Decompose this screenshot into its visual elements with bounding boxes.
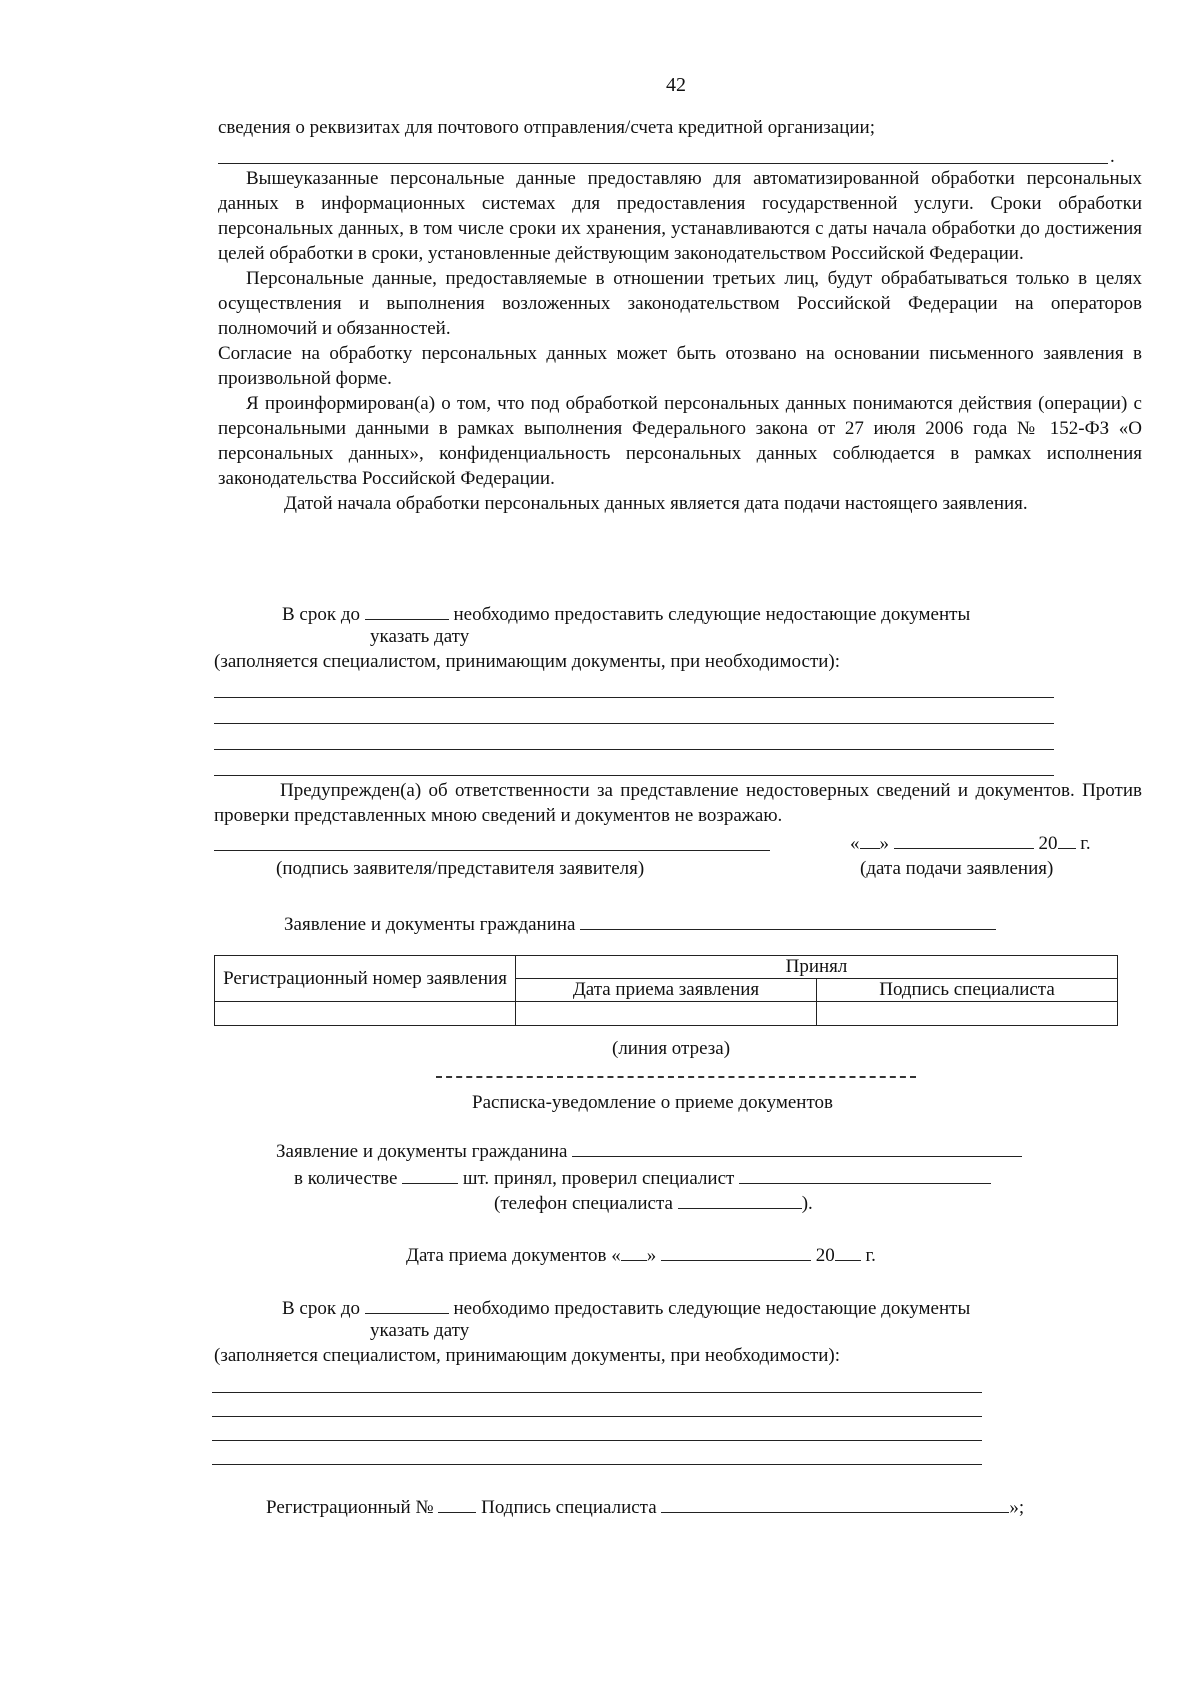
signature-caption: (подпись заявителя/представителя заявителя)	[276, 858, 645, 879]
requisites-end: .	[1110, 146, 1115, 167]
specialist-sig-field[interactable]	[661, 1494, 1009, 1513]
citizen-docs-label: Заявление и документы гражданина	[284, 914, 576, 935]
missing-docs-line-1[interactable]	[214, 697, 1054, 698]
citizen-docs	[284, 911, 996, 936]
quantity-suffix: шт. принял, проверил специалист	[462, 1168, 735, 1189]
receipt-deadline-line	[282, 1295, 970, 1320]
deadline-hint: указать дату	[370, 626, 470, 647]
reg-no-field[interactable]	[438, 1494, 476, 1513]
applicant-signature-line[interactable]	[214, 850, 770, 851]
missing-docs-line-3[interactable]	[214, 749, 1054, 750]
missing-docs-line-4[interactable]	[214, 775, 1054, 776]
reg-number-header: Регистрационный номер заявления	[215, 956, 516, 1002]
receipt-docs	[276, 1138, 1022, 1163]
receipt-missing-line-1[interactable]	[212, 1392, 982, 1393]
consent-text	[218, 166, 1142, 516]
receipt-deadline-suffix: необходимо предоставить следующие недостающие документы	[453, 1298, 971, 1319]
cut-line	[436, 1076, 916, 1078]
receipt-deadline-hint: указать дату	[370, 1320, 470, 1341]
submission-year-field[interactable]	[1058, 830, 1076, 849]
paragraph-start-date: Датой начала обработки персональных данных является дата подачи настоящего заявления.	[284, 493, 1028, 514]
closing-quote: »;	[1009, 1497, 1025, 1518]
receipt-year-suffix: г.	[865, 1245, 876, 1266]
phone-suffix: ).	[801, 1193, 813, 1214]
deadline-suffix: необходимо предоставить следующие недостающие документы	[453, 604, 971, 625]
receipt-phone	[494, 1190, 813, 1215]
quantity-prefix: в количестве	[294, 1168, 398, 1189]
quantity-field[interactable]	[402, 1165, 458, 1184]
date-cell[interactable]	[516, 1002, 817, 1026]
citizen-name-field[interactable]	[580, 911, 996, 930]
receipt-docs-label: Заявление и документы гражданина	[276, 1141, 568, 1162]
warning-text: Предупрежден(а) об ответственности за представление недостоверных сведений и документов. Против проверки представленных мною сведений и документов не возражаю.	[214, 780, 1142, 826]
receipt-missing-line-2[interactable]	[212, 1416, 982, 1417]
receipt-missing-line-4[interactable]	[212, 1464, 982, 1465]
receipt-missing-line-3[interactable]	[212, 1440, 982, 1441]
date-caption: (дата подачи заявления)	[860, 858, 1054, 879]
registration-table	[214, 955, 1118, 1026]
paragraph-third-parties: Персональные данные, предоставляемые в отношении третьих лиц, будут обрабатываться только в целях осуществления и выполнения возложенных законодательством Российской Федерации на операторов полномочий и обязанностей.	[218, 268, 1142, 339]
submission-year-prefix: 20	[1038, 833, 1058, 854]
date-header: Дата приема заявления	[516, 979, 817, 1002]
deadline-prefix: В срок до	[282, 604, 361, 625]
receipt-final-line	[266, 1494, 1024, 1519]
warning-block	[214, 778, 1142, 828]
submission-month-field[interactable]	[894, 830, 1034, 849]
submission-year-suffix: г.	[1080, 833, 1091, 854]
date-close-quote: »	[879, 833, 889, 854]
signature-header: Подпись специалиста	[817, 979, 1118, 1002]
submission-day-field[interactable]	[860, 830, 880, 849]
receipt-date-label: Дата приема документов «	[406, 1245, 621, 1266]
deadline-date-field[interactable]	[365, 601, 449, 620]
receipt-month-field[interactable]	[661, 1242, 811, 1261]
deadline-note: (заполняется специалистом, принимающим документы, при необходимости):	[214, 651, 841, 672]
paragraph-revocation: Согласие на обработку персональных данных может быть отозвано на основании письменного заявления в произвольной форме.	[218, 343, 1142, 389]
receipt-title: Расписка-уведомление о приеме документов	[472, 1092, 833, 1113]
paragraph-processing: Вышеуказанные персональные данные предоставляю для автоматизированной обработки персональных данных в информационных системах для предоставления государственной услуги. Сроки обработки персональных данных, в том числе сроки их хранения, устанавливаются с даты начала обработки до достижения целей обработки в сроки, установленные действующим законодательством Российской Федерации.	[218, 168, 1142, 264]
phone-prefix: (телефон специалиста	[494, 1193, 673, 1214]
missing-docs-line-2[interactable]	[214, 723, 1054, 724]
signature-cell[interactable]	[817, 1002, 1118, 1026]
receipt-deadline-note: (заполняется специалистом, принимающим документы, при необходимости):	[214, 1345, 841, 1366]
requisites-line: сведения о реквизитах для почтового отправления/счета кредитной организации;	[218, 117, 876, 138]
receipt-quantity	[294, 1165, 991, 1190]
specialist-name-field[interactable]	[739, 1165, 991, 1184]
receipt-citizen-field[interactable]	[572, 1138, 1022, 1157]
reg-no-label: Регистрационный №	[266, 1497, 434, 1518]
receipt-year-field[interactable]	[835, 1242, 861, 1261]
receipt-deadline-prefix: В срок до	[282, 1298, 361, 1319]
cut-line-label: (линия отреза)	[612, 1038, 731, 1059]
receipt-day-field[interactable]	[621, 1242, 647, 1261]
paragraph-informed: Я проинформирован(а) о том, что под обработкой персональных данных понимаются действия (операции) с персональными данными в рамках выполнения Федерального закона от 27 июля 2006 года № 152-ФЗ «О персональных данных», конфиденциальность персональных данных соблюдается в рамках исполнения законодательства Российской Федерации.	[218, 393, 1142, 489]
phone-field[interactable]	[678, 1190, 802, 1209]
deadline-line	[282, 601, 970, 626]
requisites-fill-line[interactable]	[218, 163, 1108, 164]
date-open-quote: «	[850, 833, 860, 854]
page-number: 42	[666, 74, 686, 96]
receipt-year-prefix: 20	[815, 1245, 835, 1266]
specialist-sig-label: Подпись специалиста	[481, 1497, 657, 1518]
submission-date	[850, 830, 1091, 855]
receipt-date-close: »	[646, 1245, 657, 1266]
receipt-deadline-date-field[interactable]	[365, 1295, 449, 1314]
accepted-header: Принял	[516, 956, 1118, 979]
reg-number-cell[interactable]	[215, 1002, 516, 1026]
receipt-date	[406, 1242, 876, 1267]
